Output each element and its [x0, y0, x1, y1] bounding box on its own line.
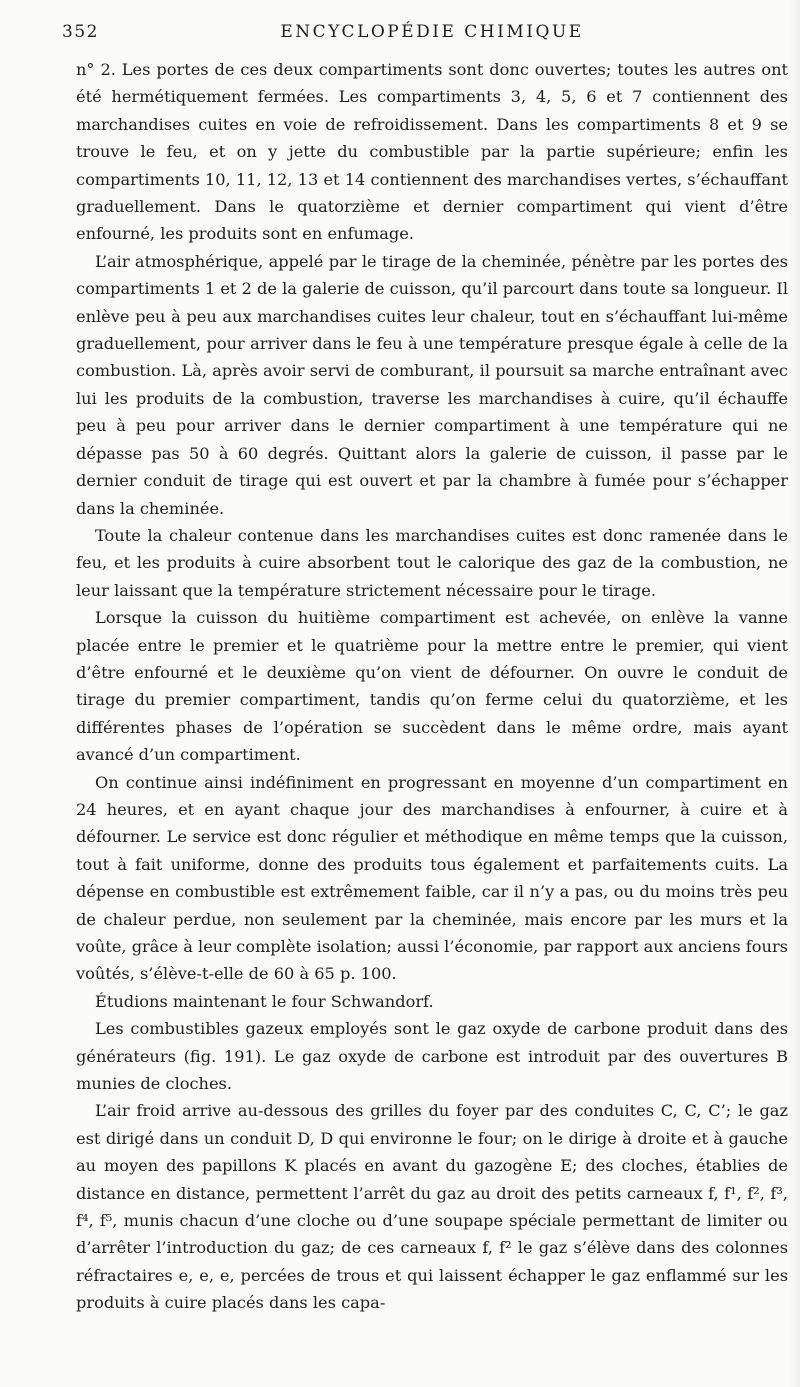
paragraph-continued: n° 2. Les portes de ces deux compartiments sont donc ouvertes; toutes les autres ont été hermétiquement fermées. Les compartiments 3, 4, 5, 6 et 7 contiennent des marchandises cuites en voie de refroidissement. Dans les compartiments 8 et 9 se trouve le feu, et on y jette du combustible par la partie supérieure; enfin les compartiments 10, 11, 12, 13 et 14 contiennent des marchandises vertes, s’échauffant graduellement. Dans le quatorzième et dernier compartiment qui vient d’être enfourné, les produits sont en enfumage. [76, 60, 788, 244]
paragraph-schwandorf-intro: Étudions maintenant le four Schwandorf. [95, 991, 434, 1011]
book-page [62, 22, 789, 1362]
paragraph-air-circulation: L’air atmosphérique, appelé par le tirage de la cheminée, pénètre par les portes des compartiments 1 et 2 de la galerie de cuisson, qu’il parcourt dans toute sa longueur. Il enlève peu à peu aux marchandises cuites leur chaleur, tout en s’échauffant lui-même graduellement, pour arriver dans le feu à une température presque égale à celle de la combustion. Là, après avoir servi de comburant, il poursuit sa marche entraînant avec lui les produits de la combustion, traverse les marchandises à cuire, qu’il échauffe peu à peu pour arriver dans le dernier compartiment à une température qui ne dépasse pas 50 à 60 degrés. Quittant alors la galerie de cuisson, il passe par le dernier conduit de tirage qui est ouvert et par la chambre à fumée pour s’échapper dans la cheminée. [76, 251, 789, 518]
paragraph-gaseous-fuels: Les combustibles gazeux employés sont le gaz oxyde de carbone produit dans des générateurs (fig. 191). Le gaz oxyde de carbone est introduit par des ouvertures B munies de cloches. [76, 1019, 788, 1094]
paragraph-air-and-gas-flow: L’air froid arrive au-dessous des grilles du foyer par des conduites C, C, C’; le gaz est dirigé dans un conduit D, D qui environne le four; on le dirige à droite et à gauche au moyen des papillons K placés en avant du gazogène E; des cloches, établies de distance en distance, permettent l’arrêt du gaz au droit des petits carneaux f, f¹, f², f³, f⁴, f⁵, munis chacun d’une cloche ou d’une soupape spéciale permettant de limiter ou d’arrêter l’introduction du gaz; de ces carneaux f, f² le gaz s’élève dans des colonnes réfractaires e, e, e, percées de trous et qui laissent échapper le gaz enflammé sur les produits à cuire placés dans les capa- [76, 1101, 788, 1313]
running-title: ENCYCLOPÉDIE CHIMIQUE [280, 22, 584, 42]
page-edge-shadow [790, 0, 800, 1387]
paragraph-heat-recovery: Toute la chaleur contenue dans les marchandises cuites est donc ramenée dans le feu, et les produits à cuire absorbent tout le calorique des gaz de la combustion, ne leur laissant que la température strictement nécessaire pour le tirage. [76, 525, 788, 600]
running-head [62, 22, 788, 52]
body-text [76, 56, 788, 1317]
paragraph-continuous-progress: On continue ainsi indéfiniment en progressant en moyenne d’un compartiment en 24 heures, et en ayant chaque jour des marchandises à enfourner, à cuire et à défourner. Le service est donc régulier et méthodique en même temps que la cuisson, tout à fait uniforme, donne des produits tous également et parfaitements cuits. La dépense en combustible est extrêmement faible, car il n’y a pas, ou du moins très peu de chaleur perdue, non seulement par la cheminée, mais encore par les murs et la voûte, grâce à leur complète isolation; aussi l’économie, par rapport aux anciens fours voûtés, s’élève-t-elle de 60 à 65 p. 100. [76, 772, 788, 984]
page-number: 352 [62, 22, 99, 42]
paragraph-compartment-cycle: Lorsque la cuisson du huitième compartiment est achevée, on enlève la vanne placée entre le premier et le quatrième pour la mettre entre le premier, qui vient d’être enfourné et le deuxième qu’on vient de défourner. On ouvre le conduit de tirage du premier compartiment, tandis qu’on ferme celui du quatorzième, et les différentes phases de l’opération se succèdent dans le même ordre, mais ayant avancé d’un compartiment. [76, 608, 788, 765]
